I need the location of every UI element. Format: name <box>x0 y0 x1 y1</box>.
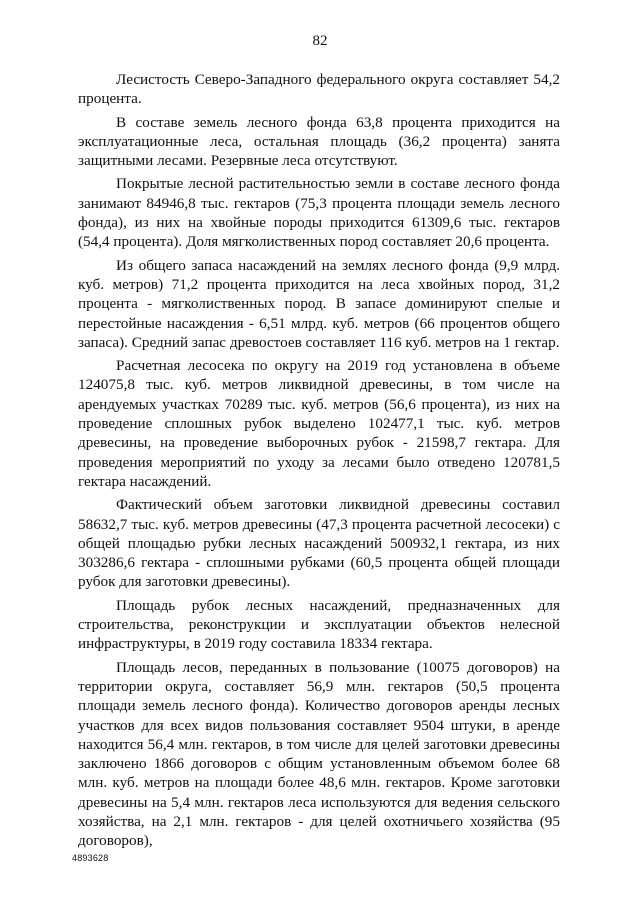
paragraph-timber-stock: Из общего запаса насаждений на землях лесного фонда (9,9 млрд. куб. метров) 71,2 процента приходится на леса хвойных пород, 31,2 процента - мягколиственных пород. В запасе доминируют спелые и перестойные насаждения - 6,51 млрд. куб. метров (66 процентов общего запаса). Средний запас древостоев составляет 116 куб. метров на 1 гектар. <box>78 256 560 351</box>
paragraph-forest-leases: Площадь лесов, переданных в пользование (10075 договоров) на территории округа, составляет 56,9 млн. гектаров (50,5 процента площади земель лесного фонда). Количество договоров аренды лесных участков для всех видов пользования составляет 9504 штуки, в аренде находится 56,4 млн. гектаров, в том числе для целей заготовки древесины заключено 1866 договоров с общим установленным объемом более 68 млн. куб. метров на площади более 48,6 млн. гектаров. Кроме заготовки древесины на 5,4 млн. гектаров леса используются для ведения сельского хозяйства, на 2,1 млн. гектаров - для целей охотничьего хозяйства (95 договоров), <box>78 658 560 850</box>
page-number: 82 <box>312 33 328 49</box>
paragraph-infrastructure-felling: Площадь рубок лесных насаждений, предназначенных для строительства, реконструкции и эксплуатации объектов нелесной инфраструктуры, в 2019 году составила 18334 гектара. <box>78 596 560 653</box>
document-body <box>78 70 560 855</box>
paragraph-actual-harvest: Фактический объем заготовки ликвидной древесины составил 58632,7 тыс. куб. метров древесины (47,3 процента расчетной лесосеки) с общей площадью рубки лесных насаждений 500932,1 гектара, из них 303286,6 гектара - сплошными рубками (60,5 процента общей площади рубок для заготовки древесины). <box>78 496 560 591</box>
paragraph-allowable-cut: Расчетная лесосека по округу на 2019 год установлена в объеме 124075,8 тыс. куб. метров ликвидной древесины, в том числе на арендуемых участках 70289 тыс. куб. метров (56,6 процента), из них на проведение сплошных рубок выделено 102477,1 тыс. куб. метров древесины, на проведение выборочных рубок - 21598,7 гектара. Для проведения мероприятий по уходу за лесами было отведено 120781,5 гектара насаждений. <box>78 357 560 490</box>
paragraph-forested-lands: Покрытые лесной растительностью земли в составе лесного фонда занимают 84946,8 тыс. гектаров (75,3 процента площади земель лесного фонда), из них на хвойные породы приходится 61309,6 тыс. гектаров (54,4 процента). Доля мягколиственных пород составляет 20,6 процента. <box>78 175 560 251</box>
paragraph-forest-fund-composition: В составе земель лесного фонда 63,8 процента приходится на эксплуатационные леса, остальная площадь (36,2 процента) занята защитными лесами. Резервные леса отсутствуют. <box>78 113 560 170</box>
document-id: 4893628 <box>72 853 109 863</box>
paragraph-forest-cover: Лесистость Северо-Западного федерального округа составляет 54,2 процента. <box>78 71 560 108</box>
